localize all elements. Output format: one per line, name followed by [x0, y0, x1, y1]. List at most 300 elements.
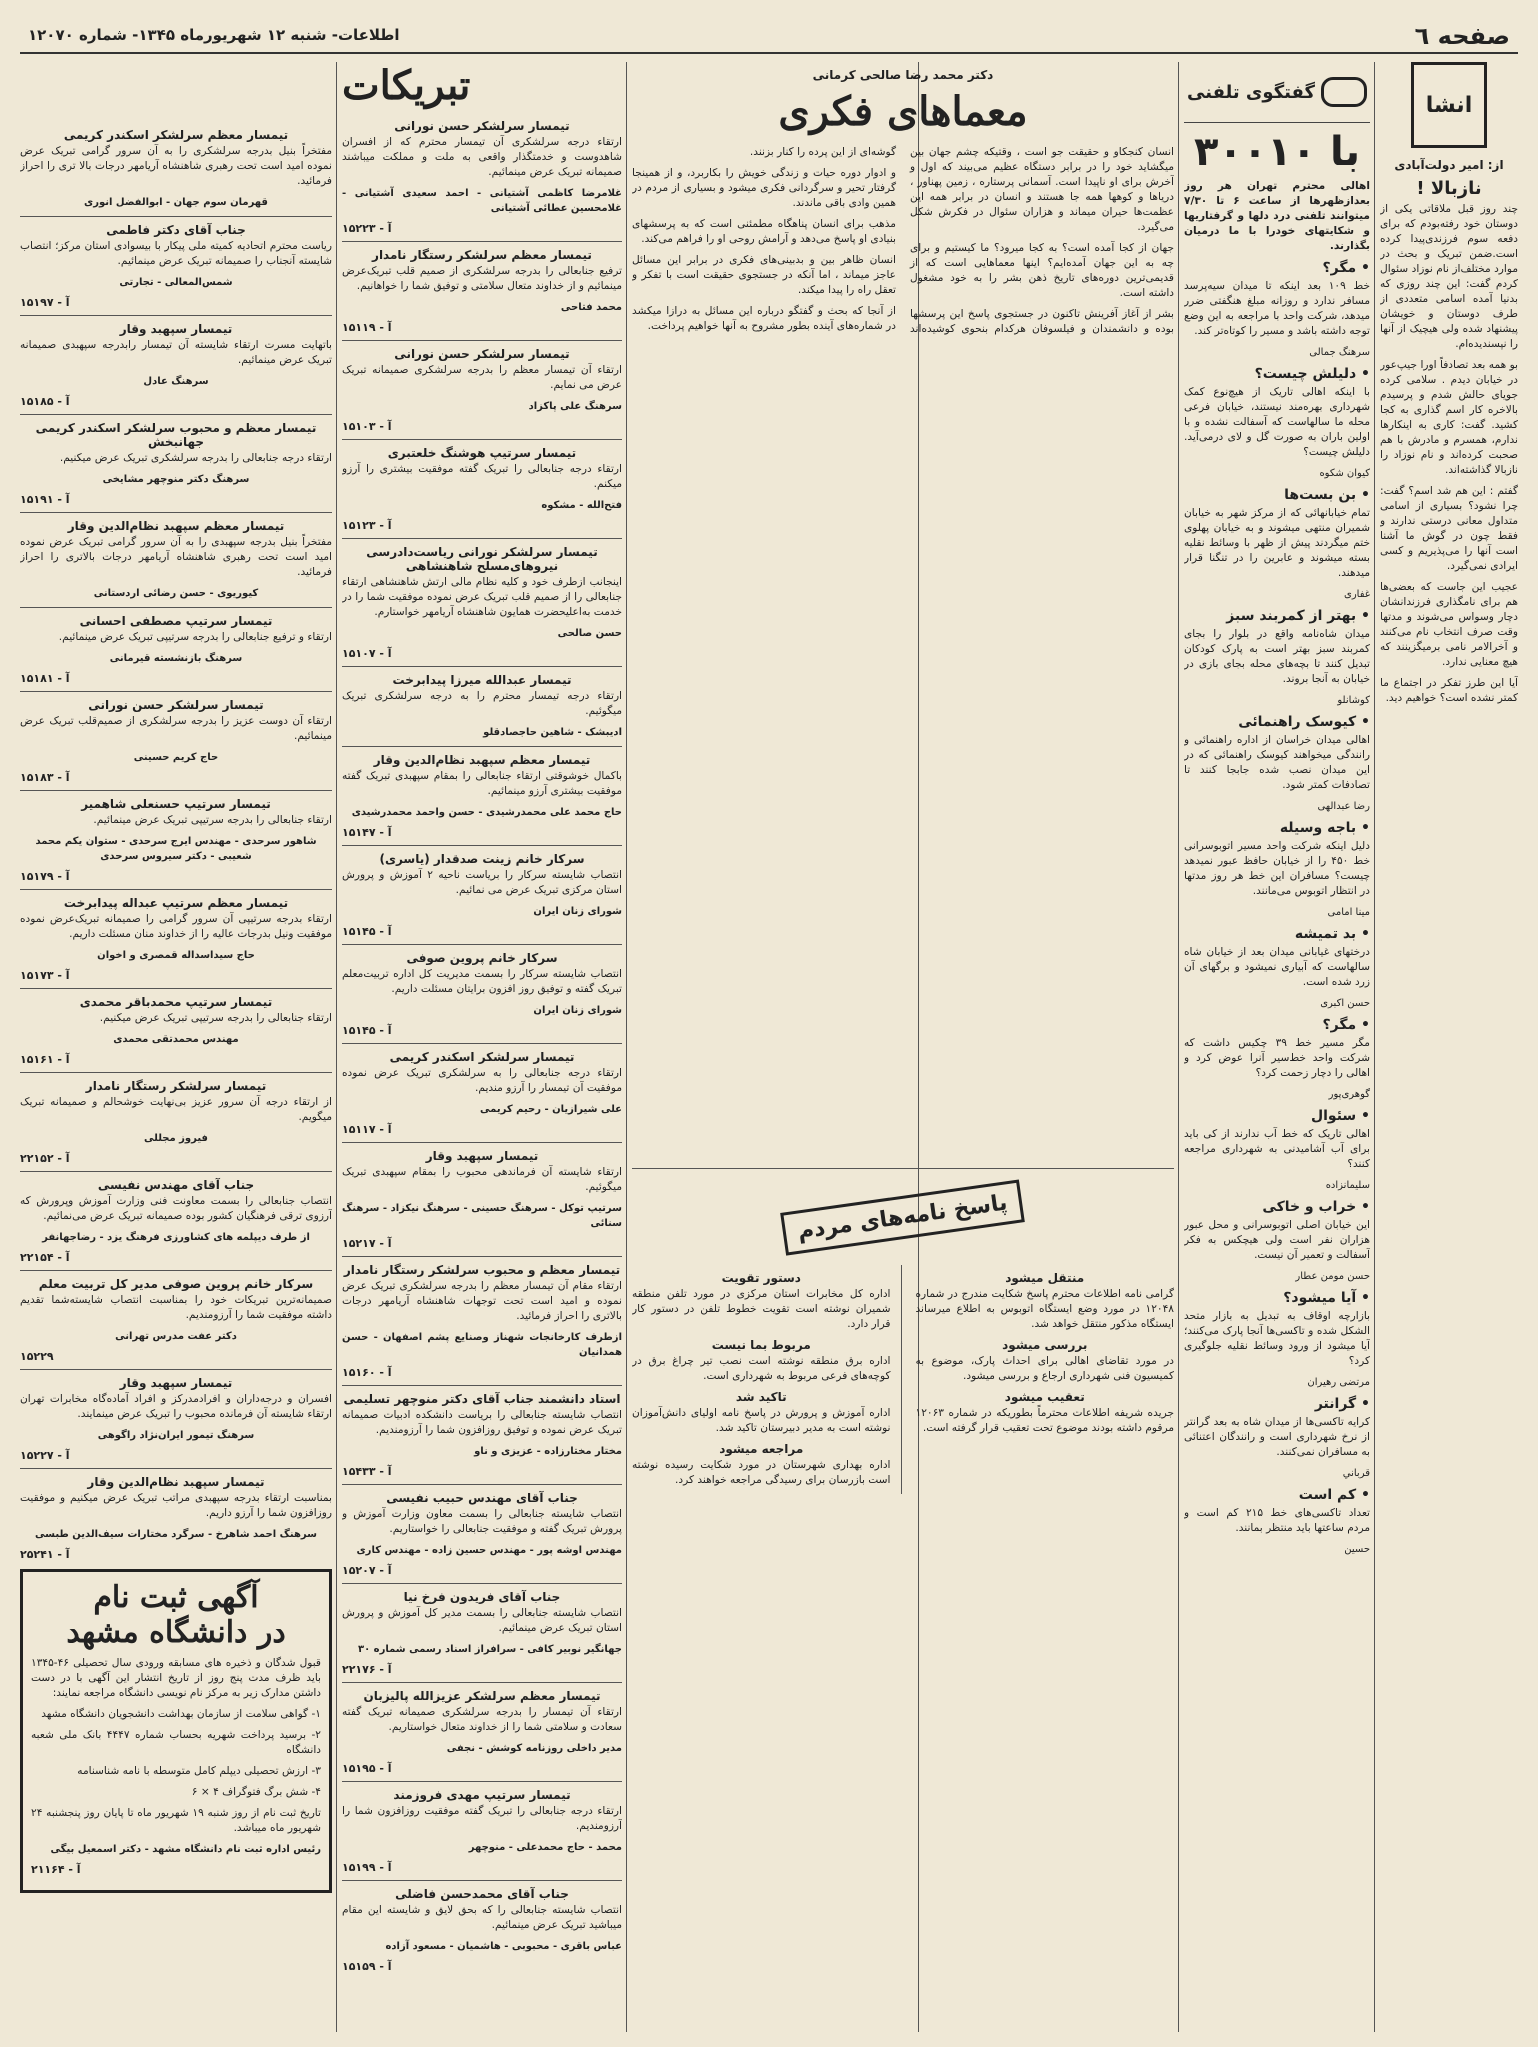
phone-item: [1184, 1108, 1370, 1193]
phone-item-sign: گوهری‌پور: [1328, 1089, 1370, 1100]
congrats-entry: [342, 1050, 622, 1136]
congrats-entry: [342, 347, 622, 433]
congrats-entry-code: آ - ۱۵۱۴۵: [342, 925, 392, 938]
congrats-entry-code: آ - ۱۵۲۰۷: [342, 1564, 392, 1577]
congrats-entry-body: ارتقاء آن تیمسار معظم را بدرجه سرلشکری صمیمانه تبریک عرض می نمایم.: [342, 364, 622, 391]
congrats-entry-body: ارتقاء آن تیمسار را بدرجه سرلشکری صمیمانه تبریک گفته سعادت و سلامتی شما را از خداوند متعال خواستاریم.: [342, 1706, 622, 1733]
phone-item-body: این خیابان اصلی اتوبوسرانی و محل عبور هزاران نفر است ولی هیچکس به فکر آسفالت و تعمیر آن نیست.: [1184, 1219, 1370, 1261]
divider: [20, 988, 332, 989]
congrats-entry-body: صمیمانه‌ترین تبریکات خود را بمناسبت انتصاب شایسته‌شما تقدیم داشته موفقیت شما را آرزومندیم.: [20, 1294, 332, 1321]
puzzles-author: دکتر محمد رضا صالحی کرمانی: [812, 68, 994, 82]
phone-item-title: • باجه وسیله: [1279, 820, 1370, 836]
congrats-entry: [342, 446, 622, 532]
puzzles-paragraph: و ادوار دوره حیات و زندگی خویش را بکاربرد، و از همینجا گرفتار تحیر و سرگردانی فکری ميشود و بسیاری از مردم در همین وادی باقی ماندند.: [632, 167, 896, 209]
ensha-paragraph: عجیب این جاست که بعضی‌ها هم برای نامگذاری فرزندانشان دچار وسواس می‌شوند و مدتها وقت صرف انتخاب نام می‌کنند و آخرالامر نامی برمیگزینند که هیچ معنایی ندارد.: [1380, 581, 1518, 668]
congrats-entry: [342, 1590, 622, 1676]
ad-paragraph: قبول شدگان و ذخیره های مسابقه ورودی سال تحصیلی ۴۶-۱۳۴۵ باید ظرف مدت پنج روز از تاریخ انتشار این آگهی با در دست داشتن مدارک زیر به مرکز نام نویسی دانشگاه مراجعه نمایند:: [31, 1657, 321, 1699]
phone-item-title: • بد تمیشه: [1294, 926, 1370, 942]
congrats-entry: [20, 223, 332, 309]
congrats-entry-code: آ - ۱۵۱۹۷: [20, 296, 70, 309]
congrats-entry-body: مفتخراً بنیل بدرجه سپهبدی را به آن سرور گرامی تبریک عرض نموده امید است تحت رهبری شاهنشاه آریامهر درجات بالاتری را احراز فرمائید.: [20, 536, 332, 578]
reply-title: تاکید شد: [735, 1390, 787, 1404]
ensha-author: از: امیر دولت‌آبادی: [1394, 158, 1504, 172]
congrats-entry: [20, 421, 332, 506]
divider: [20, 1171, 332, 1172]
congrats-entry-sign: حاج کریم حسینی: [133, 752, 219, 763]
congrats-entry-sign: فتح‌الله - مشکوه: [541, 500, 622, 511]
divider: [342, 1583, 622, 1584]
congrats-entry-head: تیمسار معظم سپهبد نظام‌الدین وقار: [67, 519, 285, 533]
reply-body: اداره برق منطقه نوشته است نصب تیر چراغ برق در کوچه‌های فرعی مربوط به شهرداری است.: [632, 1355, 891, 1382]
congrats-entry-head: استاد دانشمند جناب آقای دکتر منوچهر تسلیمی: [343, 1392, 621, 1406]
phone-item: [1184, 1290, 1370, 1390]
puzzles-article: [632, 62, 1174, 1132]
reply-body: اداره بهداری شهرستان در مورد شکایت رسیده نوشته است بازرسان برای رسیدگی مراجعه خواهند کرد.: [632, 1459, 891, 1486]
congrats-entry-code: آ - ۱۵۱۴۷: [342, 826, 392, 839]
congrats-entry-code: آ - ۱۵۱۱۹: [342, 321, 392, 334]
congrats-entry-sign: سرهنگ احمد شاهرخ - سرگرد مختارات سیف‌الدین طبسی: [35, 1529, 317, 1540]
phone-item-body: تمام خیابانهائی که از مرکز شهر به خیابان شمیران منتهی میشوند و به خیابان پهلوی ختم میگردند پیش از ظهر با وسائط نقلیه بسته میشوند و عابرین را در تنگنا قرار میدهند.: [1184, 507, 1370, 579]
congrats-entry: [342, 673, 622, 740]
congrats-entry-body: انتصاب شایسته جنابعالی را بریاست دانشکده ادبیات صمیمانه تبریک عرض نموده و توفیق روزافزون شما را آرزومندیم.: [342, 1409, 622, 1436]
registration-ad: [20, 1569, 332, 1893]
congrats-entry-sign: فیروز مجللی: [144, 1133, 208, 1144]
congrats-entry-code: آ - ۱۵۲۲۷: [20, 1449, 70, 1462]
congrats-entry-body: ارتقاء جنابعالی را بدرجه سرتیپی تبریک عرض میکنیم.: [99, 1012, 332, 1024]
phone-item: [1184, 714, 1370, 814]
reply-title: مربوط بما نیست: [711, 1338, 811, 1352]
congrats-entry-body: مفتخراً بنیل بدرجه سرلشکری را به آن سرور گرامی تبریک عرض نموده امید است تحت رهبری شاهنشاه آریامهر درجات بالا تری را احراز فرمائید.: [20, 145, 332, 187]
phone-item-body: مگر مسیر خط ۳۹ چکیس داشت که شرکت واحد خط‌سیر آنرا عوض کرد و اهالی را دچار زحمت کرد؟: [1184, 1037, 1370, 1079]
congrats-entry-head: تیمسار سپهبد وقار: [119, 322, 233, 336]
divider: [342, 538, 622, 539]
divider: [20, 889, 332, 890]
phone-item: [1184, 1487, 1370, 1557]
phone-item-sign: رضا عبدالهی: [1317, 801, 1370, 812]
divider: [342, 944, 622, 945]
phone-item-sign: حسن اکبری: [1320, 998, 1370, 1009]
congrats-entry-head: جناب آقای مهندس نفیسی: [97, 1178, 255, 1192]
congrats-entry-head: تیمسار سرلشکر حسن نورانی: [394, 347, 570, 361]
column-rule: [626, 62, 627, 2032]
congrats-entry-body: از ارتقاء درجه آن سرور عزیز بی‌نهایت خوشحالم و صمیمانه تبریک میگویم.: [20, 1096, 332, 1123]
puzzles-paragraph: انسان کنجکاو و حقیقت جو است ، وقتیکه چشم جهان بین میگشاید خود را در برابر دستگاه عظیم می‌بیند که اول و آخرش برای او ناپیدا است. آسمانی پرستاره ، زمین پهناور ، دریاها و کوهها همه جا هستند و انسان در برابر همه این عظمت‌ها حیران میماند و هزاران سئوال در فکرش شکل می‌گیرد.: [910, 146, 1174, 233]
reply-body: اداره کل مخابرات استان مرکزی در مورد تلفن منطقه شمیران نوشته است تقویت خطوط تلفن در دستور کار قرار دارد.: [632, 1288, 891, 1330]
newspaper-page: [20, 18, 1518, 2032]
congrats-entry-sign: کیوریوی - حسن رضائی اردستانی: [93, 588, 259, 599]
column-rule: [1178, 62, 1179, 2032]
congrats-entry-head: جناب آقای دکتر فاطمی: [106, 223, 246, 237]
ensha-column: [1380, 62, 1518, 2032]
congrats-entry-body: اینجانب ازطرف خود و کلیه نظام مالی ارتش شاهنشاهی ارتقاء جنابعالی را از صمیم قلب تبریک عرض نموده موفقیت شما را در خدمت به‌اعلیحضرت همایون شاهنشاه آریامهر خواستارم.: [342, 576, 622, 618]
divider: [20, 216, 332, 217]
congrats-entry: [20, 698, 332, 784]
phone-item-title: • آیا میشود؟: [1283, 1290, 1370, 1306]
divider: [342, 845, 622, 846]
divider: [342, 1385, 622, 1386]
phone-item-sign: مینا امامی: [1327, 907, 1370, 918]
phone-item-body: دلیل اینکه شرکت واحد مسیر اتوبوسرانی خط ۴۵۰ را از خیابان حافظ عبور نمیدهد چیست؟ مسافران این خط هر روز مدتها در انتظار اتوبوس می‌مانند.: [1184, 840, 1370, 897]
ad-title: آگهی ثبت نام: [93, 1580, 259, 1615]
congrats-entry: [20, 1079, 332, 1165]
congrats-entry-body: انتصاب جنابعالی را بسمت معاونت فنی وزارت آموزش وپرورش که آرزوی ترقی فرهنگیان کشور بوده صمیمانه تبریک عرض می‌نمائیم.: [20, 1195, 332, 1222]
congrats-entry-code: ۱۵۲۲۹: [20, 1350, 54, 1363]
congrats-entry: [342, 1392, 622, 1478]
congrats-entry-code: آ - ۱۵۱۸۵: [20, 395, 70, 408]
reply-title: مراجعه میشود: [719, 1442, 804, 1456]
phone-item-body: درختهای غیابانی میدان بعد از خیابان شاه سالهاست که آبیاری نمیشود و برگهای آن زرد شده است.: [1184, 946, 1370, 988]
reply-title: منتقل میشود: [1005, 1271, 1085, 1285]
page-number: صفحه ٦: [1414, 22, 1510, 50]
divider: [342, 340, 622, 341]
phone-header-label: گفتگوی تلفنی: [1187, 81, 1315, 103]
congrats-entry-head: تیمسار معظم سپهبد نظام‌الدین وقار: [373, 753, 591, 767]
ad-paragraph: ۲- برسید پرداخت شهریه بحساب شماره ۴۴۴۷ بانک ملی شعبه دانشگاه: [31, 1729, 321, 1756]
phone-item-title: • گرانتر: [1314, 1396, 1370, 1412]
replies-header: [632, 1177, 1174, 1257]
divider: [20, 790, 332, 791]
congrats-entry-head: تیمسار سرتیپ مصطفی احسانی: [79, 614, 273, 628]
congrats-entry: [20, 614, 332, 685]
congrats-entry-body: ترفیع جنابعالی را بدرجه سرلشکری از صمیم قلب تبریک‌عرض مینمائیم و از خداوند متعال سلامتی و توفیق شما را خواهانیم.: [342, 265, 622, 292]
congrats-entry: [20, 995, 332, 1066]
congrats-entry: [20, 896, 332, 982]
divider: [20, 1072, 332, 1073]
congrats-entry-code: آ - ۱۵۱۸۱: [20, 672, 70, 685]
congrats-entry-code: آ - ۱۵۱۲۳: [342, 519, 392, 532]
congrats-entry-sign: عباس باقری - محبوبی - هاشمیان - مسعود آزاده: [385, 1941, 622, 1952]
phone-item-body: اهالی میدان خراسان از اداره راهنمائی و رانندگی میخواهند کیوسک راهنمائی که در این میدان نصب شده جابجا کنند تا تصادفات کمتر شود.: [1184, 734, 1370, 791]
divider: [342, 746, 622, 747]
reply-body: جریده شریفه اطلاعات محترماً بطوریکه در شماره ۱۲۰۶۳ مرقوم داشته بودند موضوع تحت تعقیب قرار گرفته است.: [915, 1407, 1174, 1434]
congrats-entry-head: تیمسار معظم سرلشکر رستگار نامدار: [372, 248, 592, 262]
congrats-entry-head: تیمسار سرتیپ محمدباقر محمدی: [79, 995, 273, 1009]
congrats-entry-head: تیمسار سرلشکر اسکندر کریمی: [389, 1050, 575, 1064]
phone-item-title: • بهتر از کمربند سبز: [1226, 608, 1370, 624]
divider: [342, 439, 622, 440]
divider: [342, 1256, 622, 1257]
congrats-entry-head: تیمسار سرلشکر حسن نورانی: [88, 698, 264, 712]
congrats-entry-code: آ - ۱۵۱۶۱: [20, 1053, 70, 1066]
phone-item: [1184, 820, 1370, 920]
congrats-entry-sign: جهانگیر نوبیر کافی - سرافراز اسناد رسمی شماره ۳۰: [357, 1644, 622, 1655]
phone-number-headline: با ۳۰۰۱۰: [1193, 129, 1361, 175]
phone-item-body: میدان شاه‌نامه واقع در بلوار را بجای کمربند سبز بهتر است به پارک کودکان تبدیل کنند تا بچه‌های محله بجای بازی در خیابان به آنجا بروند.: [1184, 628, 1370, 685]
congrats-entry: [20, 1376, 332, 1462]
congrats-entry-body: ارتقاء درجه جنابعالی را به سرلشکری تبریک عرض نموده موفقیت آن تیمسار را آرزو مندیم.: [342, 1067, 622, 1094]
congrats-entry-head: تیمسار عبدالله میرزا پیدابرخت: [392, 673, 572, 687]
congrats-entry-sign: محمد - حاج محمدعلی - منوچهر: [468, 1842, 622, 1853]
congrats-entry-body: ارتقاء شایسته آن فرماندهی محبوب را بمقام سپهبدی تبریک میگوئیم.: [342, 1166, 622, 1193]
congrats-entry: [342, 951, 622, 1037]
puzzles-paragraph: جهان از کجا آمده است؟ به کجا میرود؟ ما کیستیم و برای چه به این جهان آمده‌ایم؟ اینها معماهایی است که از قدیمی‌ترین دوره‌های تاریخ ذهن بشر را به خود مشغول داشته است.: [910, 242, 1174, 299]
phone-item: [1184, 366, 1370, 481]
congrats-entry: [342, 852, 622, 938]
congrats-entry-code: آ - ۱۵۱۸۳: [20, 771, 70, 784]
congrats-entry-head: تیمسار سرلشکر نورانی ریاست‌دادرسی نیروهای‌مسلح شاهنشاهی: [366, 545, 598, 573]
reply-body: اداره آموزش و پرورش در پاسخ نامه اولیای دانش‌آموزان نوشته است به مدیر دبیرستان تاکید شد.: [632, 1407, 891, 1434]
congrats-entry-code: آ - ۱۵۲۱۷: [342, 1237, 392, 1250]
divider: [20, 691, 332, 692]
phone-item-sign: کیوان شکوه: [1319, 468, 1370, 479]
phone-item-sign: حسن مومن عطار: [1295, 1271, 1370, 1282]
puzzles-paragraph: مذهب برای انسان پناهگاه مطمئنی است که به پرسشهای بنیادی او پاسخ می‌دهد و آرامش روحی او را فراهم می‌کند.: [632, 218, 896, 245]
congrats-entry-body: ارتقاء و ترفیع جنابعالی را بدرجه سرتیپی تبریک عرض مینمائیم.: [58, 631, 332, 643]
congrats-entry-body: انتصاب شایسته سرکار را بسمت مدیریت کل اداره تربیت‌معلم تبریک گفته و توفیق روز افزون برایتان مسئلت داریم.: [342, 968, 622, 995]
congrats-entry-head: سرکار خانم زینت صدقدار (یاسری): [379, 852, 585, 866]
congrats-entry-body: ارتقاء درجه سرلشکری آن تیمسار محترم که از افسران شاهدوست و خدمتگذار واقعی به ملت و مملکت میباشند صمیمانه تبریک عرض مینمائیم.: [342, 136, 622, 178]
ad-paragraph: ۴- شش برگ فتوگراف ۴ × ۶: [191, 1786, 321, 1798]
replies-right-column: [916, 1265, 1175, 1494]
congrats-entry-head: تیمسار سپهبد نظام‌الدین وقار: [87, 1475, 265, 1489]
congrats-entry-code: آ - ۲۲۱۵۴: [20, 1251, 70, 1264]
phone-item-sign: سرهنگ جمالی: [1309, 347, 1370, 358]
replies-header-label: پاسخ نامه‌های مردم: [781, 1179, 1026, 1255]
phone-item: [1184, 1396, 1370, 1481]
congrats-entry-code: آ - ۱۵۱۵۹: [342, 1960, 392, 1973]
column-rule: [336, 62, 337, 2032]
congrats-entry-body: ارتقاء درجه جنابعالی را تبریک گفته موفقیت بیشتری را آرزو میکنم.: [342, 463, 622, 490]
congrats-entry-body: ارتقاء درجه جنابعالی را تبریک گفته موفقیت روزافزون شما را آرزومندیم.: [342, 1805, 622, 1832]
ensha-paragraph: بو همه بعد تصادفاً اورا جیپ‌عور در خیابان دیدم . سلامی کرده جویای حالش شدم و پرسیدم بالاخره کار اسم گذاری به کجا کشید. گفت: کاری به اینکارها ندارم، همسرم و مادرش با هم صحبت کرده‌اند و نام نوزاد را نازبالا گذاشته‌اند.: [1380, 359, 1518, 476]
congrats-entry-body: ارتقاء بدرجه سرتیپی آن سرور گرامی را صمیمانه تبریک‌عرض نموده موفقیت ونیل بدرجات عالیه را از خداوند منان مسئلت داریم.: [20, 913, 332, 940]
congrats-entry-body: انتصاب شایسته جنابعالی را که بحق لایق و شایسته این مقام میباشید تبریک عرض مینمائیم.: [342, 1904, 622, 1931]
reply-title: دستور تقویت: [721, 1271, 801, 1285]
puzzles-paragraph: انسان ظاهر بین و بدبینی‌های فکری در برابر این مسائل عاجز میماند ، اما آنکه در جستجوی حقیقت است با تفکر و تعقل راه را پیدا میکند.: [632, 254, 896, 296]
congrats-entry-head: تیمسار سرتیپ مهدی فروزمند: [393, 1788, 571, 1802]
phone-item-body: خط ۱۰۹ بعد اینکه تا میدان سیه‌پرسد مسافر ندارد و روزانه مبلغ هنگفتی ضرر میدهد، شرکت واحد با مراجعه به این وضع توجه داشته باشد و مسیر را کوتاه‌تر کند.: [1184, 280, 1370, 337]
column-spacer: [20, 62, 332, 122]
phone-item-sign: مرتضی رهیران: [1307, 1377, 1370, 1388]
replies-columns: [632, 1265, 1174, 1494]
congrats-entry-body: ارتقاء آن دوست عزیز را بدرجه سرلشکری از صمیم‌قلب تبریک عرض مینمائیم.: [20, 715, 332, 742]
congrats-entry-sign: سرهنگ تیمور ایران‌نژاد راگوهی: [97, 1430, 255, 1441]
congrats-entry-code: آ - ۱۵۱۹۵: [342, 1762, 392, 1775]
congrats-entry-body: باکمال خوشوقتی ارتقاء جنابعالی را بمقام سپهبدی تبریک گفته موفقیت بیشتری آرزو مینمائیم.: [342, 770, 622, 797]
congrats-entry-head: تیمسار سرلشکر حسن نورانی: [394, 119, 570, 133]
congrats-entry-code: آ - ۱۵۴۳۳: [342, 1465, 392, 1478]
congrats-entry: [20, 128, 332, 210]
congrats-entry-body: ارتقاء درجه جنابعالی را بدرجه سرلشکری تبریک عرض میکنیم.: [59, 452, 332, 464]
divider: [342, 1781, 622, 1782]
replies-section: [632, 1168, 1174, 2032]
congrats-entry-sign: غلامرضا کاظمی آشتیانی - احمد سعیدی آشتیانی - غلامحسین عطائی آشتیانی: [342, 188, 622, 214]
reply-title: تعقیب میشود: [1004, 1390, 1085, 1404]
congrats-entry: [20, 322, 332, 408]
phone-item: [1184, 487, 1370, 602]
congrats-entry-head: تیمسار معظم سرلشکر عزیزالله پالیزبان: [363, 1689, 601, 1703]
congrats-entry-code: آ - ۲۲۱۷۶: [342, 1663, 392, 1676]
telephone-icon: [1321, 77, 1367, 107]
congrats-entry-sign: شورای زنان ایران: [533, 906, 622, 917]
congrats-entry-code: آ - ۱۵۱۹۹: [342, 1861, 392, 1874]
congrats-entry-code: آ - ۱۵۱۷۳: [20, 969, 70, 982]
divider: [20, 1468, 332, 1469]
congrats-entry-code: آ - ۱۵۱۰۳: [342, 420, 392, 433]
ad-subtitle: در دانشگاه مشهد: [66, 1615, 286, 1650]
phone-item-title: • کیوسک راهنمائی: [1238, 714, 1370, 730]
phone-item: [1184, 926, 1370, 1011]
congrats-entry-code: آ - ۱۵۱۰۷: [342, 647, 392, 660]
congrats-entry-sign: مهندس اوشه پور - مهندس حسین زاده - مهندس کاری: [356, 1545, 622, 1556]
congrats-entry-body: ارتقاء مقام آن تیمسار معظم را بدرجه سرلشکری تبریک عرض نموده و امید است تحت توجهات شاهنشاه آریامهر درجات بالاتری را احراز فرمائید.: [342, 1280, 622, 1322]
congrats-entry-sign: سرهنگ بازنشسته قیرمانی: [109, 653, 243, 664]
divider: [342, 1142, 622, 1143]
congrats-entry-head: تیمسار سرتیپ هوشنگ خلعتبری: [387, 446, 577, 460]
congrats-entry: [342, 753, 622, 839]
congrats-entry-head: تیمسار معظم سرتیپ عبداله پیدابرخت: [63, 896, 289, 910]
congrats-entry-body: بمناسبت ارتقاء بدرجه سپهبدی مراتب تبریک عرض میکنیم و موفقیت روزافزون شما را آرزو داریم.: [20, 1492, 332, 1519]
phone-item-sign: غفاری: [1344, 589, 1370, 600]
reply-title: بررسی میشود: [1002, 1338, 1088, 1352]
phone-item-sign: حسین: [1344, 1544, 1370, 1555]
congrats-entry-sign: از طرف دیپلمه های کشاورزی فرهنگ یزد - رضاجهانفر: [42, 1232, 310, 1243]
congrats-entry: [20, 1475, 332, 1561]
puzzles-paragraph: از آنجا که بحث و گفتگو درباره این مسائل به درازا میکشد در شماره‌های آینده بطور مشروح به آنها خواهیم پرداخت.: [632, 305, 896, 332]
congrats-column: [342, 62, 622, 2032]
congrats-entry-code: آ - ۱۵۱۴۵: [342, 1024, 392, 1037]
phone-item-title: • خراب و خاکی: [1262, 1199, 1370, 1215]
congrats-entry-sign: شورای زنان ایران: [533, 1005, 622, 1016]
congrats-entry-code: آ - ۲۲۱۵۲: [20, 1152, 70, 1165]
congrats-entry-code: آ - ۱۵۲۲۳: [342, 222, 392, 235]
issue-info: اطلاعات- شنبه ۱۲ شهریورماه ۱۳۴۵- شماره ۱۲۰۷۰: [28, 26, 400, 44]
congrats-entry: [342, 1263, 622, 1379]
congrats-entry-sign: ادیبشک - شاهین حاجصادقلو: [483, 727, 622, 738]
divider: [342, 666, 622, 667]
ad-sign: رئیس اداره ثبت نام دانشگاه مشهد - دکتر اسمعیل بیگی: [50, 1844, 321, 1855]
congrats-entry-head: تیمسار سپهبد وقار: [425, 1149, 539, 1163]
congrats-entry-code: آ - ۱۵۱۶۰: [342, 1366, 392, 1379]
congrats-entry-sign: مدیر داخلی روزنامه کوشش - نجفی: [446, 1743, 622, 1754]
congrats-entry: [342, 1887, 622, 1973]
congrats-entry-body: ریاست محترم اتحادیه کمیته ملی پیکار با بیسوادی استان مرکز؛ انتصاب شایسته آنجناب را صمیمانه تبریک عرض مینمائیم.: [20, 240, 332, 267]
reply-body: در مورد تقاضای اهالی برای احداث پارک، موضوع به کمیسیون فنی شهرداری ارجاع و بررسی میشود.: [915, 1355, 1174, 1382]
divider: [342, 1043, 622, 1044]
puzzles-paragraph: بشر از آغاز آفرینش تاکنون در جستجوی پاسخ این پرسشها بوده و دانشمندان و فیلسوفان هرکدام بنحوی کوشیده‌اند گوشه‌ای از این پرده را کنار بزنند.: [749, 146, 1174, 335]
ensha-paragraph: چند روز قبل ملاقاتی یکی از دوستان خود رفته‌بودم که برای دفعه سوم فرزندی‌پیدا کرده است.ضمن تبریک و بحث در موارد مختلف‌از نام نوزاد سئوال کردم گفت: این چند روزی که بدنیا آمده اسامی متعددی از طرف دوستان و خویشان پیشنهاد شده ولی هیچیک از آنها را نپسندیده‌ام.: [1380, 203, 1518, 350]
ad-paragraph: ۱- گواهی سلامت از سازمان بهداشت دانشجویان دانشگاه مشهد: [41, 1708, 321, 1720]
phone-item-sign: سلیمانزاده: [1325, 1180, 1370, 1191]
ad-paragraph: تاریخ ثبت نام از روز شنبه ۱۹ شهریور ماه تا پایان روز پنجشنبه ۲۴ شهریور ماه میباشد.: [31, 1807, 321, 1834]
congrats-entry: [342, 1689, 622, 1775]
phone-item-body: با اینکه اهالی تاریک از هیچ‌نوع کمک شهرداری بهره‌مند نیستند، خیابان فرعی محله ما سالهاست که آسفالت نشده و با اولین باران به صورت گل و لای درمی‌آید. دلیلش چیست؟: [1184, 386, 1370, 458]
phone-item-title: • بن بست‌ها: [1284, 487, 1370, 503]
congrats-entry-head: تیمسار معظم و محبوب سرلشکر رستگار نامدار: [343, 1263, 621, 1277]
divider: [20, 1270, 332, 1271]
replies-left-column: [632, 1265, 902, 1494]
phone-item-body: کرایه تاکسی‌ها از میدان شاه به بعد گرانتر از نرخ شهرداری است و رانندگان اعتنائی به مسافران نمی‌کنند.: [1184, 1416, 1370, 1458]
congrats-entry-sign: ازطرف کارخانجات شهناز وصنایع پشم اصفهان - حسن همدانیان: [342, 1332, 622, 1358]
puzzles-title: معماهای فکری: [778, 88, 1028, 135]
phone-item-title: • مگر؟: [1322, 260, 1370, 276]
phone-column: [1184, 62, 1370, 2032]
congrats-entry: [20, 1178, 332, 1264]
ensha-paragraph: آیا این طرز تفکر در اجتماع ما کمتر نشده است؟ خواهیم دید.: [1380, 677, 1518, 704]
congrats-entry-sign: سرهنگ علی پاکزاد: [528, 401, 622, 412]
congrats-entry-sign: محمد فتاحی: [560, 302, 622, 313]
divider: [20, 1369, 332, 1370]
phone-item-title: • دلیلش چیست؟: [1254, 366, 1370, 382]
phone-item-body: تعداد تاکسی‌های خط ۲۱۵ کم است و مردم ساعتها باید منتظر بمانند.: [1184, 1507, 1370, 1534]
phone-item-sign: قرباني: [1342, 1468, 1370, 1479]
congrats-entry-head: تیمسار معظم و محبوب سرلشکر اسکندر کریمی جهانبخش: [35, 421, 317, 449]
congrats-entry-sign: حاج سیداسداله قمصری و اخوان: [97, 950, 255, 961]
congrats-entry-body: ارتقاء درجه تیمسار محترم را به درجه سرلشکری تبریک میگوئیم.: [342, 690, 622, 717]
reply-body: گرامی نامه اطلاعات محترم پاسخ شکایت مندرج در شماره ۱۲۰۴۸ در مورد وضع ایستگاه اتوبوس به اطلاع میرساند ایستگاه مذکور منتقل خواهد شد.: [915, 1288, 1174, 1330]
congrats-entry-sign: سرتیپ توکل - سرهنگ حسینی - سرهنگ نیکزاد - سرهنگ سنائی: [342, 1203, 622, 1229]
congrats-entry-sign: شمس‌المعالی - تجارتی: [119, 277, 233, 288]
congrats-column-2: [20, 62, 332, 2032]
congrats-entry-sign: مهندس محمدتقی محمدی: [113, 1034, 239, 1045]
congrats-entry-sign: سرهنگ دکتر منوچهر مشایخی: [102, 474, 250, 485]
divider: [20, 512, 332, 513]
phone-intro: اهالی محترم تهران هر روز بعدازظهرها از ساعت ۶ تا ۷/۳۰ میتوانند تلفنی درد دلها و گرفتاریها و شکایتهای خودرا با ما درمیان بگذارند.: [1184, 180, 1370, 252]
congrats-entry-head: تیمسار سرلشکر رستگار نامدار: [85, 1079, 267, 1093]
congrats-entry: [342, 248, 622, 334]
congrats-entry: [342, 1491, 622, 1577]
congrats-entry-head: جناب آقای فریدون فرخ نیا: [403, 1590, 561, 1604]
divider: [342, 1880, 622, 1881]
congrats-entry-sign: دکتر عفت مدرس تهرانی: [115, 1331, 237, 1342]
congrats-entry-sign: حسن صالحی: [557, 628, 622, 639]
congrats-entry-body: انتصاب شایسته سرکار را بریاست ناحیه ۲ آموزش و پرورش استان مرکزی تبریک عرض می نمائیم.: [342, 869, 622, 896]
congrats-entry: [20, 797, 332, 883]
phone-item-body: اهالی تاریک که خط آب ندارند از کی باید برای آب آشامیدنی به شهرداری مراجعه کنند؟: [1184, 1128, 1370, 1170]
divider: [342, 241, 622, 242]
congrats-entry-sign: شاهور سرحدی - مهندس ایرج سرحدی - ستوان یکم محمد شعیبی - دکتر سیروس سرحدی: [35, 836, 317, 862]
congrats-entry: [20, 519, 332, 601]
congrats-entry: [342, 1149, 622, 1250]
congrats-entry: [342, 119, 622, 235]
congrats-entry: [20, 1277, 332, 1363]
ad-code: آ - ۲۱۱۶۴: [31, 1863, 81, 1876]
phone-item-title: • مگر؟: [1322, 1017, 1370, 1033]
divider: [342, 1484, 622, 1485]
ad-paragraph: ۳- ارزش تحصیلی دیپلم کامل متوسطه با نامه شناسنامه: [77, 1765, 321, 1777]
ensha-title: نازبالا !: [1416, 178, 1482, 199]
congrats-entry-body: افسران و درجه‌داران و افرادمدرکز و افراد آماده‌گاه مخابرات تهران ارتقاء شایسته آن فرمانده محبوب را تبریک عرض مینمایند.: [20, 1393, 332, 1420]
congrats-entry-head: جناب آقای مهندس حبیب نفیسی: [386, 1491, 578, 1505]
congrats-entry-head: سرکار خانم پروین صوفی مدیر کل تربیت معلم: [38, 1277, 314, 1291]
congrats-entry-head: تیمسار سپهبد وقار: [119, 1376, 233, 1390]
divider: [342, 1682, 622, 1683]
congrats-entry-sign: حاج محمد علی محمدرشیدی - حسن واحمد محمدرشیدی: [351, 807, 622, 818]
congrats-entry-body: باتهایت مسرت ارتقاء شایسته آن تیمسار رابدرجه سپهبدی صمیمانه تبریک عرض مینمائیم.: [20, 339, 332, 366]
puzzles-body: [632, 145, 1174, 339]
phone-header: [1184, 62, 1370, 123]
congrats-entry-body: انتصاب شایسته جنابعالی را بسمت مدیر کل آموزش و پرورش استان تبریک عرض مینمائیم.: [342, 1607, 622, 1634]
congrats-entry-sign: سرهنگ عادل: [143, 376, 209, 387]
congrats-entry-sign: مختار مختارزاده - عزیزی و ناو: [474, 1446, 622, 1457]
divider: [20, 315, 332, 316]
congrats-entry-head: جناب آقای محمدحسن فاضلی: [395, 1887, 569, 1901]
congrats-entry-sign: قهرمان سوم جهان - ابوالفضل انوری: [84, 197, 268, 208]
congrats-entry: [342, 545, 622, 660]
divider: [20, 414, 332, 415]
congrats-entry-code: آ - ۱۵۱۱۷: [342, 1123, 392, 1136]
congrats-title: تبریکات: [342, 62, 471, 109]
congrats-entry-code: آ - ۲۵۲۴۱: [20, 1548, 70, 1561]
phone-item: [1184, 260, 1370, 360]
congrats-entry: [342, 1788, 622, 1874]
phone-item-title: • سئوال: [1310, 1108, 1370, 1124]
congrats-entry-body: انتصاب شایسته جنابعالی را بسمت معاون وزارت آموزش و پرورش تبریک گفته و موفقیت جنابعالی را خواستاریم.: [342, 1508, 622, 1535]
phone-item: [1184, 608, 1370, 708]
masthead: [20, 18, 1518, 54]
column-rule: [1374, 62, 1375, 2032]
phone-item-title: • کم است: [1298, 1487, 1370, 1503]
